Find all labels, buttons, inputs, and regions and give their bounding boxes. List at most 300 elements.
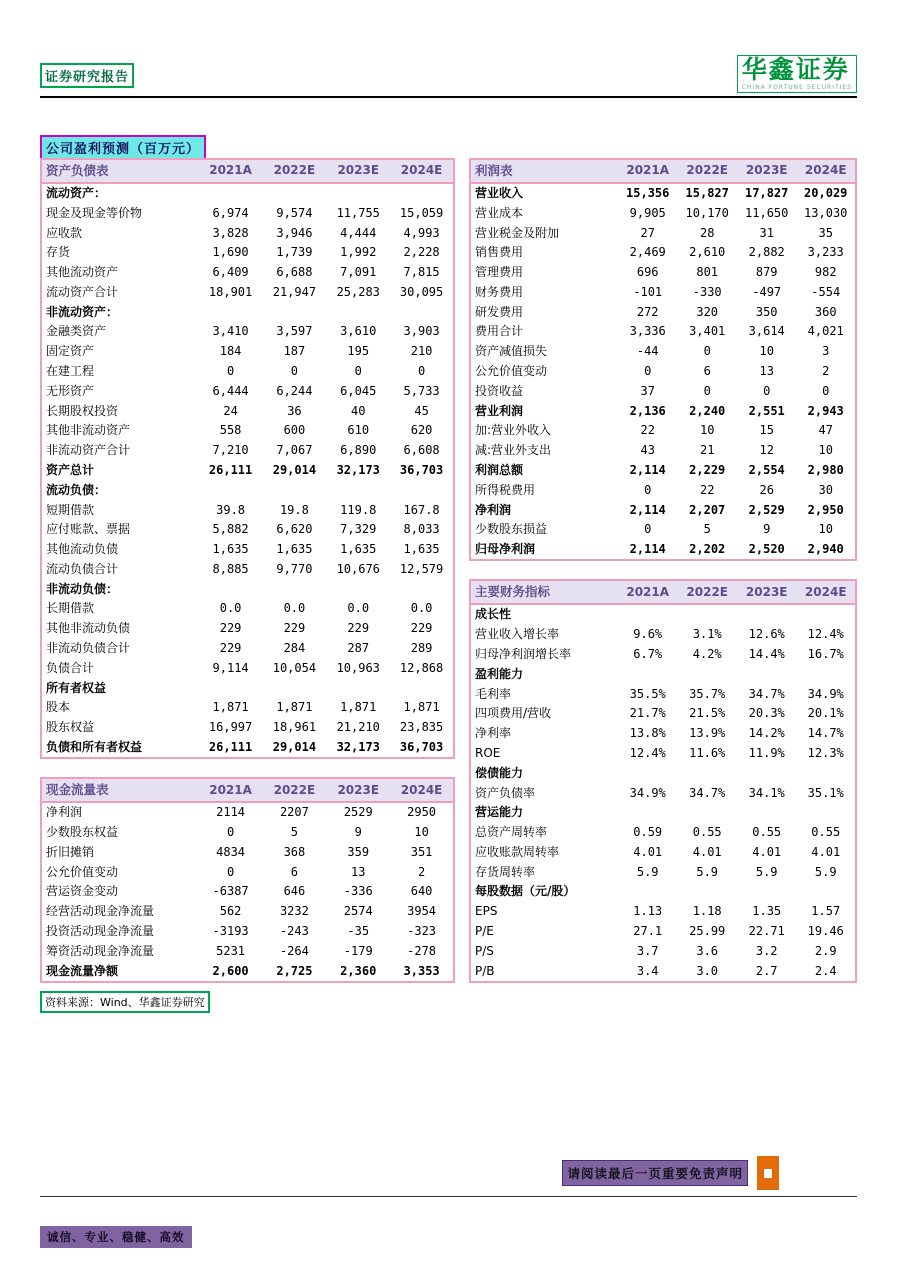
row-label: 非流动负债： bbox=[46, 581, 119, 596]
cell-value: 4.01 bbox=[692, 844, 722, 859]
cell-value: 14.4% bbox=[748, 647, 785, 662]
cell-value: 2114 bbox=[216, 805, 246, 820]
key-metrics-table bbox=[469, 579, 857, 982]
cell-value: 5231 bbox=[216, 943, 246, 958]
cell-value: 1,871 bbox=[340, 700, 377, 715]
row-label: P/B bbox=[475, 963, 495, 978]
row-label: ROE bbox=[475, 745, 501, 760]
cell-value bbox=[263, 302, 327, 322]
cell-value: 36 bbox=[287, 403, 302, 418]
table-row bbox=[41, 902, 454, 922]
cell-value: 359 bbox=[347, 844, 370, 859]
table-row bbox=[41, 922, 454, 942]
cell-value: -44 bbox=[636, 344, 659, 359]
cell-value: 9,770 bbox=[276, 561, 313, 576]
table-row bbox=[41, 302, 454, 322]
left-column bbox=[40, 158, 455, 1013]
cell-value: 7,067 bbox=[276, 443, 313, 458]
cell-value: 6,890 bbox=[340, 443, 377, 458]
cell-value: -179 bbox=[343, 943, 373, 958]
cell-value: 5,882 bbox=[212, 522, 249, 537]
table-row bbox=[470, 520, 856, 540]
cell-value: 47 bbox=[818, 423, 833, 438]
row-label: 净利润 bbox=[475, 502, 512, 517]
cell-value bbox=[796, 803, 856, 823]
cell-value: 2 bbox=[822, 364, 830, 379]
cell-value: 30 bbox=[818, 482, 833, 497]
cell-value: 13.8% bbox=[629, 726, 666, 741]
table-row bbox=[470, 322, 856, 342]
cell-value: 13.9% bbox=[689, 726, 726, 741]
cell-value: 3.4 bbox=[636, 963, 659, 978]
cell-value bbox=[796, 882, 856, 902]
table-row bbox=[41, 882, 454, 902]
cell-value: 20.3% bbox=[748, 706, 785, 721]
cell-value bbox=[263, 579, 327, 599]
cell-value: 12.3% bbox=[807, 745, 844, 760]
cell-value: 12.4% bbox=[629, 745, 666, 760]
row-label: 无形资产 bbox=[46, 383, 95, 398]
cell-value: 2,554 bbox=[748, 462, 785, 477]
row-label: 成长性 bbox=[475, 607, 512, 622]
cell-value: 6 bbox=[703, 364, 711, 379]
cell-value: 6 bbox=[290, 864, 299, 879]
cell-value: 1,635 bbox=[212, 542, 249, 557]
column-header: 2021A bbox=[199, 778, 263, 802]
cell-value: 12.6% bbox=[748, 627, 785, 642]
cell-value: 1,871 bbox=[212, 700, 249, 715]
cell-value bbox=[390, 183, 454, 204]
footer-divider bbox=[40, 1196, 857, 1197]
cell-value: 10,963 bbox=[336, 660, 380, 675]
cell-value: 1,690 bbox=[212, 245, 249, 260]
cell-value: 10,170 bbox=[685, 205, 729, 220]
cell-value: 3,610 bbox=[340, 324, 377, 339]
cell-value: 22 bbox=[640, 423, 655, 438]
cell-value: 15,827 bbox=[685, 186, 729, 201]
cell-value: 167.8 bbox=[403, 502, 440, 517]
cell-value: 229 bbox=[219, 621, 242, 636]
cell-value: 2,725 bbox=[276, 963, 313, 978]
row-label: 其他非流动负债 bbox=[46, 621, 131, 636]
cell-value: 34.9% bbox=[629, 785, 666, 800]
row-label: 固定资产 bbox=[46, 344, 95, 359]
cell-value: 21,210 bbox=[336, 720, 380, 735]
cell-value: 9,574 bbox=[276, 205, 313, 220]
table-row bbox=[41, 718, 454, 738]
cell-value: 37 bbox=[640, 383, 655, 398]
table-row bbox=[41, 342, 454, 362]
cell-value: 2,114 bbox=[629, 542, 666, 557]
cell-value: 6,608 bbox=[403, 443, 440, 458]
cell-value: 1,635 bbox=[340, 542, 377, 557]
cell-value: 10 bbox=[818, 443, 833, 458]
table-row bbox=[470, 342, 856, 362]
row-label: 加:营业外收入 bbox=[475, 423, 552, 438]
cell-value: 5 bbox=[290, 825, 299, 840]
cell-value: 1,635 bbox=[403, 542, 440, 557]
cell-value: 25.99 bbox=[689, 923, 726, 938]
row-label: 管理费用 bbox=[475, 265, 524, 280]
table-row bbox=[41, 401, 454, 421]
cell-value bbox=[199, 183, 263, 204]
cell-value: 14.7% bbox=[807, 726, 844, 741]
cell-value: -35 bbox=[347, 923, 370, 938]
cell-value: 3,336 bbox=[629, 324, 666, 339]
row-label: 金融类资产 bbox=[46, 324, 107, 339]
cell-value: 3,828 bbox=[212, 225, 249, 240]
cell-value: 34.1% bbox=[748, 785, 785, 800]
cell-value: 4834 bbox=[216, 844, 246, 859]
cell-value: -3193 bbox=[212, 923, 249, 938]
cell-value: 1,871 bbox=[276, 700, 313, 715]
cell-value: 23,835 bbox=[399, 720, 444, 735]
cell-value: 562 bbox=[219, 904, 242, 919]
cell-value: 28 bbox=[699, 225, 715, 240]
cell-value: 35 bbox=[818, 225, 833, 240]
row-label: 应收账款周转率 bbox=[475, 844, 560, 859]
cell-value: 32,173 bbox=[336, 462, 380, 477]
cash-flow-table bbox=[40, 777, 455, 983]
cell-value: 29,014 bbox=[272, 462, 317, 477]
cell-value bbox=[737, 604, 797, 625]
cell-value: 3,614 bbox=[748, 324, 785, 339]
cell-value: 26,111 bbox=[208, 462, 253, 477]
cell-value: 35.7% bbox=[689, 686, 726, 701]
footer-row bbox=[40, 1156, 857, 1190]
cell-value: 9 bbox=[354, 825, 362, 840]
table-row bbox=[470, 461, 856, 481]
table-row bbox=[41, 520, 454, 540]
row-label: 偿债能力 bbox=[475, 765, 524, 780]
cell-value: 2,114 bbox=[629, 502, 666, 517]
cell-value: 1.57 bbox=[811, 904, 841, 919]
cell-value: 6,244 bbox=[276, 383, 313, 398]
column-header: 2024E bbox=[796, 159, 856, 183]
table-row bbox=[41, 540, 454, 560]
table-row bbox=[41, 698, 454, 718]
cell-value: 229 bbox=[283, 621, 306, 636]
cell-value bbox=[326, 678, 390, 698]
cell-value: 3 bbox=[822, 344, 830, 359]
table-row bbox=[41, 639, 454, 659]
cell-value: 34.9% bbox=[807, 686, 844, 701]
brand-name: 华鑫证券 bbox=[741, 55, 850, 84]
row-label: 资产减值损失 bbox=[475, 344, 548, 359]
cell-value: 0 bbox=[703, 344, 711, 359]
table-row bbox=[470, 480, 856, 500]
cell-value: 3.6 bbox=[696, 943, 719, 958]
cell-value: 558 bbox=[219, 423, 242, 438]
cell-value: 7,815 bbox=[403, 265, 440, 280]
brand-subtitle: CHINA FORTUNE SECURITIES bbox=[741, 84, 852, 92]
cell-value bbox=[618, 803, 678, 823]
cell-value: 10 bbox=[759, 344, 774, 359]
row-label: 经营活动现金净流量 bbox=[46, 904, 155, 919]
row-label: 营运资金变动 bbox=[46, 884, 119, 899]
table-row bbox=[41, 823, 454, 843]
cell-value: 9.6% bbox=[633, 627, 663, 642]
cell-value: 7,210 bbox=[212, 443, 249, 458]
table-row bbox=[41, 421, 454, 441]
table-row bbox=[470, 823, 856, 843]
cell-value: 21.5% bbox=[689, 706, 726, 721]
page-header bbox=[40, 55, 857, 93]
row-label: 盈利能力 bbox=[475, 666, 524, 681]
table-row bbox=[470, 302, 856, 322]
cell-value: 4.2% bbox=[692, 647, 722, 662]
column-header: 2022E bbox=[263, 159, 327, 183]
row-label: 毛利率 bbox=[475, 686, 512, 701]
cell-value: 1,739 bbox=[276, 245, 313, 260]
table-row bbox=[470, 961, 856, 982]
cell-value: 3,410 bbox=[212, 324, 249, 339]
cell-value: 351 bbox=[410, 844, 433, 859]
cell-value: 620 bbox=[410, 423, 433, 438]
cell-value: 6,444 bbox=[212, 383, 249, 398]
cell-value: 18,901 bbox=[208, 284, 253, 299]
cell-value bbox=[199, 579, 263, 599]
cell-value: 4,021 bbox=[807, 324, 844, 339]
cell-value: -497 bbox=[752, 284, 782, 299]
cell-value: 229 bbox=[347, 621, 370, 636]
row-label: 净利润 bbox=[46, 805, 83, 820]
cell-value: 5.9 bbox=[814, 864, 837, 879]
row-label: 应付账款、票据 bbox=[46, 522, 131, 537]
cell-value: 26 bbox=[759, 482, 774, 497]
table-row bbox=[41, 658, 454, 678]
table-row bbox=[470, 243, 856, 263]
cell-value: 6,974 bbox=[212, 205, 249, 220]
table-row bbox=[470, 842, 856, 862]
cell-value: 13 bbox=[759, 364, 774, 379]
cell-value: 0.0 bbox=[219, 601, 242, 616]
cell-value: 287 bbox=[347, 640, 370, 655]
cell-value: 2,207 bbox=[689, 502, 726, 517]
row-label: 所有者权益 bbox=[46, 680, 107, 695]
cell-value: 184 bbox=[219, 344, 242, 359]
cell-value: 0 bbox=[354, 364, 362, 379]
table-row bbox=[470, 263, 856, 283]
cell-value: 2,943 bbox=[807, 403, 844, 418]
cell-value bbox=[390, 302, 454, 322]
table-row bbox=[41, 500, 454, 520]
cell-value: 10 bbox=[414, 825, 429, 840]
cell-value: 15,059 bbox=[399, 205, 444, 220]
cell-value: 35.5% bbox=[629, 686, 666, 701]
cell-value: -6387 bbox=[212, 884, 249, 899]
column-header: 2023E bbox=[326, 778, 390, 802]
cell-value: 3.1% bbox=[692, 627, 722, 642]
cell-value: 1,871 bbox=[403, 700, 440, 715]
table-row bbox=[470, 724, 856, 744]
table-row bbox=[470, 783, 856, 803]
row-label: 筹资活动现金净流量 bbox=[46, 943, 155, 958]
cell-value: 4.01 bbox=[752, 844, 782, 859]
cell-value: 4.01 bbox=[811, 844, 841, 859]
cell-value: 2574 bbox=[343, 904, 373, 919]
cell-value bbox=[390, 480, 454, 500]
cell-value: 12.4% bbox=[807, 627, 844, 642]
cell-value: 1.35 bbox=[752, 904, 782, 919]
cell-value: 35.1% bbox=[807, 785, 844, 800]
cell-value: 21,947 bbox=[272, 284, 317, 299]
cell-value bbox=[796, 664, 856, 684]
cell-value bbox=[199, 302, 263, 322]
table-row bbox=[470, 645, 856, 665]
cell-value: 6,045 bbox=[340, 383, 377, 398]
table-row bbox=[470, 922, 856, 942]
source-note: 资料来源：Wind、华鑫证券研究 bbox=[40, 991, 210, 1013]
cell-value: 4,993 bbox=[403, 225, 440, 240]
cell-value: 8,885 bbox=[212, 561, 249, 576]
cell-value: 43 bbox=[640, 443, 655, 458]
cell-value: 2,882 bbox=[748, 245, 785, 260]
table-row bbox=[41, 283, 454, 303]
row-label: 存货 bbox=[46, 245, 71, 260]
cell-value: 12,868 bbox=[399, 660, 444, 675]
cell-value: 31 bbox=[759, 225, 774, 240]
cell-value bbox=[326, 302, 390, 322]
cell-value: 5.9 bbox=[755, 864, 778, 879]
report-type-label: 证券研究报告 bbox=[40, 63, 134, 88]
cell-value: 3232 bbox=[279, 904, 309, 919]
row-label: 股本 bbox=[46, 700, 71, 715]
row-label: 所得税费用 bbox=[475, 482, 536, 497]
table-row bbox=[470, 401, 856, 421]
cell-value bbox=[326, 480, 390, 500]
row-label: 财务费用 bbox=[475, 284, 524, 299]
cell-value: 0 bbox=[644, 522, 652, 537]
cell-value bbox=[199, 480, 263, 500]
table-row bbox=[41, 203, 454, 223]
cell-value: 1,635 bbox=[276, 542, 313, 557]
cell-value bbox=[199, 678, 263, 698]
cell-value bbox=[677, 803, 737, 823]
cell-value: 2 bbox=[417, 864, 426, 879]
cell-value: 0 bbox=[644, 364, 652, 379]
row-label: 归母净利润 bbox=[475, 542, 536, 557]
column-header: 2023E bbox=[326, 159, 390, 183]
cell-value: 27.1 bbox=[633, 923, 663, 938]
cell-value: 2,520 bbox=[748, 542, 785, 557]
cell-value: 36,703 bbox=[399, 462, 444, 477]
table-row bbox=[41, 381, 454, 401]
column-header: 2024E bbox=[796, 580, 856, 604]
cell-value: 3,233 bbox=[807, 245, 844, 260]
table-row bbox=[41, 362, 454, 382]
cell-value bbox=[737, 763, 797, 783]
cell-value: -330 bbox=[692, 284, 722, 299]
row-label: 每股数据（元/股） bbox=[475, 884, 576, 899]
cell-value: 0.55 bbox=[752, 825, 782, 840]
cell-value: 21 bbox=[699, 443, 715, 458]
row-label: 资产负债率 bbox=[475, 785, 536, 800]
table-row bbox=[470, 941, 856, 961]
balance-sheet-table bbox=[40, 158, 455, 759]
table-row bbox=[41, 480, 454, 500]
cell-value: 3,401 bbox=[689, 324, 726, 339]
cell-value: 9,905 bbox=[629, 205, 666, 220]
cell-value: 16,997 bbox=[208, 720, 253, 735]
table-row bbox=[470, 902, 856, 922]
cell-value: 2,114 bbox=[629, 462, 666, 477]
row-label: 销售费用 bbox=[475, 245, 524, 260]
table-row bbox=[41, 678, 454, 698]
table-row bbox=[41, 842, 454, 862]
cell-value: 19.8 bbox=[279, 502, 309, 517]
column-header: 2023E bbox=[737, 580, 797, 604]
column-header: 2021A bbox=[199, 159, 263, 183]
cell-value: 13,030 bbox=[804, 205, 848, 220]
cell-value: 3.2 bbox=[755, 943, 778, 958]
row-label: 其他非流动资产 bbox=[46, 423, 131, 438]
cell-value: 0.0 bbox=[410, 601, 433, 616]
row-label: 营业收入增长率 bbox=[475, 627, 560, 642]
cell-value: 4,444 bbox=[340, 225, 377, 240]
cell-value: 646 bbox=[283, 884, 306, 899]
cell-value: 0 bbox=[417, 364, 426, 379]
table-row bbox=[41, 802, 454, 823]
table-row bbox=[470, 441, 856, 461]
cell-value: 12 bbox=[759, 443, 774, 458]
table-title: 利润表 bbox=[470, 159, 618, 183]
slogan-banner: 诚信、专业、稳健、高效 bbox=[40, 1226, 192, 1248]
cell-value: 0 bbox=[226, 364, 235, 379]
row-label: 折旧摊销 bbox=[46, 844, 95, 859]
cell-value: 2,950 bbox=[807, 502, 844, 517]
cell-value bbox=[263, 183, 327, 204]
row-label: 四项费用/营收 bbox=[475, 706, 552, 721]
table-row bbox=[41, 461, 454, 481]
cell-value: 25,283 bbox=[336, 284, 380, 299]
right-column bbox=[469, 158, 857, 983]
cell-value bbox=[677, 664, 737, 684]
cell-value bbox=[737, 803, 797, 823]
cell-value: 982 bbox=[814, 265, 837, 280]
table-row bbox=[470, 381, 856, 401]
cell-value: 5.9 bbox=[696, 864, 719, 879]
table-row bbox=[470, 803, 856, 823]
page-marker-icon bbox=[757, 1156, 779, 1190]
cell-value: 2,600 bbox=[212, 963, 249, 978]
row-label: 公允价值变动 bbox=[475, 364, 548, 379]
cell-value: 2,240 bbox=[689, 403, 726, 418]
cell-value: 40 bbox=[351, 403, 366, 418]
cell-value bbox=[677, 882, 737, 902]
table-row bbox=[41, 961, 454, 982]
cell-value bbox=[326, 579, 390, 599]
cell-value: 6,620 bbox=[276, 522, 313, 537]
row-label: 归母净利润增长率 bbox=[475, 647, 572, 662]
cell-value: -554 bbox=[811, 284, 841, 299]
cell-value bbox=[796, 604, 856, 625]
section-title: 公司盈利预测（百万元） bbox=[40, 135, 206, 160]
cell-value: 4.01 bbox=[633, 844, 663, 859]
cell-value: 696 bbox=[636, 265, 659, 280]
cell-value: 20,029 bbox=[804, 186, 848, 201]
cell-value bbox=[618, 882, 678, 902]
row-label: 负债和所有者权益 bbox=[46, 739, 143, 754]
cell-value: 0 bbox=[703, 383, 711, 398]
cell-value bbox=[263, 480, 327, 500]
cell-value: 2207 bbox=[279, 805, 309, 820]
table-row bbox=[470, 203, 856, 223]
cell-value: 0 bbox=[822, 383, 830, 398]
brand-logo bbox=[737, 55, 857, 93]
table-row bbox=[470, 500, 856, 520]
cell-value: 6,688 bbox=[276, 265, 313, 280]
